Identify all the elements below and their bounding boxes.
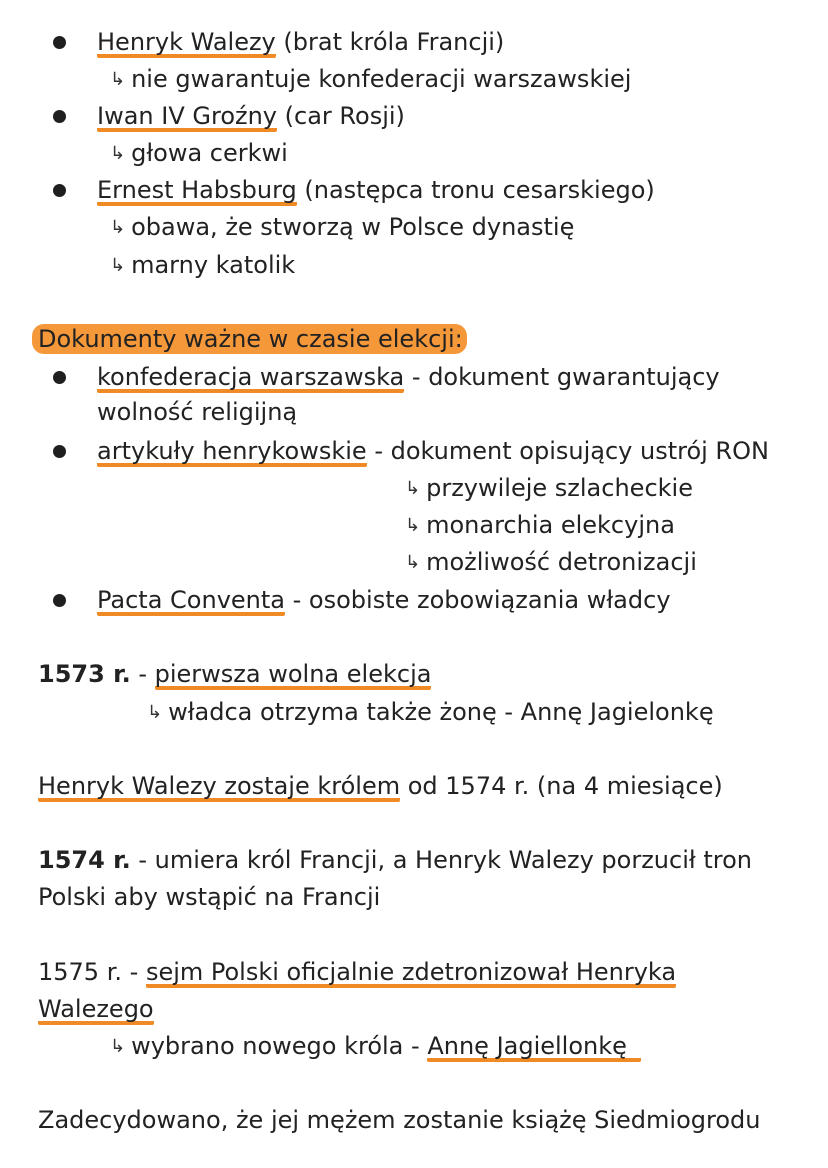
bullet <box>53 36 66 49</box>
bullet <box>53 110 66 123</box>
document-note: ↳ monarchia elekcyjna <box>405 511 675 539</box>
event-note: ↳ wybrano nowego króla - Annę Jagiellonkę <box>110 1031 641 1064</box>
bullet <box>53 184 66 197</box>
bullet <box>53 445 66 458</box>
candidate-ernest <box>97 175 655 206</box>
document-desc: - dokument gwarantujący <box>411 363 720 391</box>
candidate-iwan <box>97 101 405 132</box>
document-note: ↳ możliwość detronizacji <box>405 548 697 576</box>
arrow-icon: ↳ <box>110 217 126 238</box>
event-1574-king: Henryk Walezy zostaje królem od 1574 r. (na 4 miesiące) <box>38 772 723 800</box>
candidate-note: ↳ nie gwarantuje konfederacji warszawskiej <box>110 65 632 93</box>
event-1575-cont: Walezego <box>38 995 154 1023</box>
event-title: pierwsza wolna elekcja <box>154 660 432 688</box>
document-konfederacja <box>97 362 720 393</box>
document-note: ↳ przywileje szlacheckie <box>405 474 693 502</box>
candidate-note: ↳ marny katolik <box>110 251 296 279</box>
bullet <box>53 371 66 384</box>
candidate-desc: (następca tronu cesarskiego) <box>304 176 655 204</box>
candidate-name: Ernest Habsburg <box>97 176 297 204</box>
arrow-icon: ↳ <box>110 255 126 276</box>
candidate-name: Henryk Walezy <box>97 28 276 56</box>
document-name: artykuły henrykowskie <box>97 437 367 465</box>
event-year: 1573 r. <box>38 660 131 688</box>
bullet <box>53 594 66 607</box>
event-year: 1574 r. <box>38 846 131 874</box>
document-desc: - osobiste zobowiązania władcy <box>292 586 671 614</box>
candidate-note: ↳ obawa, że stworzą w Polsce dynastię <box>110 213 575 241</box>
document-desc: - dokument opisujący ustrój RON <box>374 437 769 465</box>
documents-heading: Dokumenty ważne w czasie elekcji: <box>38 324 467 354</box>
document-artykuly <box>97 436 769 467</box>
candidate-henryk <box>97 27 504 58</box>
arrow-icon: ↳ <box>110 143 126 164</box>
candidate-desc: (car Rosji) <box>284 102 405 130</box>
event-note-name: Annę Jagiellonkę <box>427 1031 641 1062</box>
event-note: ↳ władca otrzyma także żonę - Annę Jagielonkę <box>147 698 714 726</box>
event-1575 <box>38 957 676 988</box>
arrow-icon: ↳ <box>405 515 421 536</box>
arrow-icon: ↳ <box>405 478 421 499</box>
arrow-icon: ↳ <box>405 552 421 573</box>
document-desc-cont: wolność religijną <box>97 398 298 426</box>
candidate-name: Iwan IV Groźny <box>97 102 278 130</box>
event-1573: 1573 r. - pierwsza wolna elekcja <box>38 660 432 688</box>
document-pacta <box>97 585 671 616</box>
event-title: Henryk Walezy zostaje królem <box>38 772 401 800</box>
event-title: sejm Polski oficjalnie zdetronizował Henryka <box>145 958 677 986</box>
document-name: Pacta Conventa <box>97 586 285 614</box>
event-year: 1575 r. - <box>38 958 139 986</box>
candidate-note: ↳ głowa cerkwi <box>110 139 288 167</box>
arrow-icon: ↳ <box>147 702 163 723</box>
document-name: konfederacja warszawska <box>97 363 405 391</box>
arrow-icon: ↳ <box>110 69 126 90</box>
event-1574: 1574 r. - umiera król Francji, a Henryk Walezy porzucił tron <box>38 846 752 874</box>
event-1574-cont: Polski aby wstąpić na Francji <box>38 883 381 911</box>
closing-text: Zadecydowano, że jej mężem zostanie książę Siedmiogrodu <box>38 1106 761 1134</box>
candidate-desc: (brat króla Francji) <box>283 28 505 56</box>
arrow-icon: ↳ <box>110 1036 126 1057</box>
